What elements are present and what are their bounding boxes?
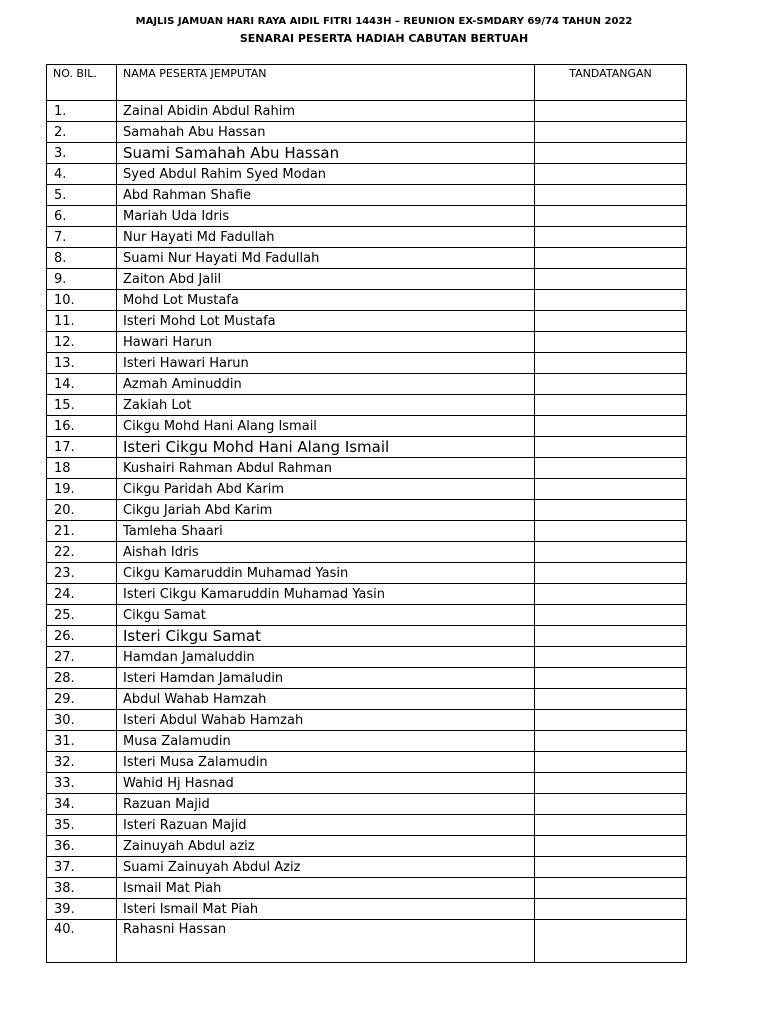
signature-cell [535, 437, 687, 458]
row-number: 35. [47, 815, 117, 836]
table-row [47, 731, 687, 752]
signature-cell [535, 689, 687, 710]
row-number: 1. [47, 101, 117, 122]
signature-cell [535, 353, 687, 374]
row-number: 25. [47, 605, 117, 626]
participant-name: Mohd Lot Mustafa [117, 290, 535, 311]
participant-rows [47, 101, 687, 963]
signature-cell [535, 374, 687, 395]
signature-cell [535, 479, 687, 500]
participant-name: Syed Abdul Rahim Syed Modan [117, 164, 535, 185]
document-title: MAJLIS JAMUAN HARI RAYA AIDIL FITRI 1443H – REUNION EX-SMDARY 69/74 TAHUN 2022 [135, 16, 633, 27]
table-row [47, 416, 687, 437]
table-row [47, 500, 687, 521]
signature-cell [535, 794, 687, 815]
row-number: 34. [47, 794, 117, 815]
participant-name: Rahasni Hassan [117, 920, 535, 963]
participant-name: Kushairi Rahman Abdul Rahman [117, 458, 535, 479]
participant-name: Ismail Mat Piah [117, 878, 535, 899]
participant-name: Isteri Hawari Harun [117, 353, 535, 374]
table-row [47, 437, 687, 458]
row-number: 40. [47, 920, 117, 963]
row-number: 26. [47, 626, 117, 647]
row-number: 20. [47, 500, 117, 521]
signature-cell [535, 815, 687, 836]
participant-name: Zainal Abidin Abdul Rahim [117, 101, 535, 122]
row-number: 28. [47, 668, 117, 689]
row-number: 5. [47, 185, 117, 206]
table-row [47, 311, 687, 332]
signature-cell [535, 647, 687, 668]
row-number: 15. [47, 395, 117, 416]
signature-cell [535, 773, 687, 794]
participant-name: Isteri Mohd Lot Mustafa [117, 311, 535, 332]
row-number: 32. [47, 752, 117, 773]
table-row [47, 794, 687, 815]
signature-cell [535, 899, 687, 920]
participant-name: Isteri Cikgu Kamaruddin Muhamad Yasin [117, 584, 535, 605]
row-number: 11. [47, 311, 117, 332]
table-row [47, 836, 687, 857]
row-number: 38. [47, 878, 117, 899]
row-number: 4. [47, 164, 117, 185]
participant-name: Abdul Wahab Hamzah [117, 689, 535, 710]
signature-cell [535, 920, 687, 963]
signature-cell [535, 143, 687, 164]
participant-name: Wahid Hj Hasnad [117, 773, 535, 794]
table-row [47, 227, 687, 248]
table-row [47, 332, 687, 353]
table-row [47, 206, 687, 227]
row-number: 18 [47, 458, 117, 479]
participant-name: Hamdan Jamaluddin [117, 647, 535, 668]
header-no-bil: NO. BIL. [47, 65, 117, 101]
participant-table [46, 64, 687, 963]
row-number: 33. [47, 773, 117, 794]
row-number: 22. [47, 542, 117, 563]
row-number: 30. [47, 710, 117, 731]
row-number: 2. [47, 122, 117, 143]
table-row [47, 878, 687, 899]
row-number: 36. [47, 836, 117, 857]
table-row [47, 689, 687, 710]
table-row [47, 374, 687, 395]
signature-cell [535, 248, 687, 269]
table-row [47, 605, 687, 626]
row-number: 27. [47, 647, 117, 668]
signature-cell [535, 500, 687, 521]
signature-cell [535, 563, 687, 584]
row-number: 24. [47, 584, 117, 605]
participant-name: Nur Hayati Md Fadullah [117, 227, 535, 248]
participant-name: Isteri Cikgu Samat [117, 626, 535, 647]
signature-cell [535, 605, 687, 626]
participant-name: Tamleha Shaari [117, 521, 535, 542]
participant-name: Samahah Abu Hassan [117, 122, 535, 143]
table-row [47, 920, 687, 963]
participant-name: Cikgu Samat [117, 605, 535, 626]
row-number: 13. [47, 353, 117, 374]
participant-name: Suami Zainuyah Abdul Aziz [117, 857, 535, 878]
signature-cell [535, 668, 687, 689]
row-number: 23. [47, 563, 117, 584]
participant-name: Mariah Uda Idris [117, 206, 535, 227]
signature-cell [535, 227, 687, 248]
signature-cell [535, 101, 687, 122]
table-row [47, 185, 687, 206]
row-number: 16. [47, 416, 117, 437]
participant-name: Isteri Ismail Mat Piah [117, 899, 535, 920]
header-tandatangan: TANDATANGAN [535, 65, 687, 101]
participant-name: Abd Rahman Shafie [117, 185, 535, 206]
row-number: 37. [47, 857, 117, 878]
signature-cell [535, 395, 687, 416]
row-number: 19. [47, 479, 117, 500]
signature-cell [535, 878, 687, 899]
participant-name: Cikgu Paridah Abd Karim [117, 479, 535, 500]
row-number: 21. [47, 521, 117, 542]
signature-cell [535, 290, 687, 311]
participant-name: Zainuyah Abdul aziz [117, 836, 535, 857]
table-row [47, 521, 687, 542]
participant-name: Razuan Majid [117, 794, 535, 815]
table-row [47, 815, 687, 836]
table-row [47, 248, 687, 269]
signature-cell [535, 836, 687, 857]
table-row [47, 458, 687, 479]
row-number: 17. [47, 437, 117, 458]
participant-name: Isteri Cikgu Mohd Hani Alang Ismail [117, 437, 535, 458]
row-number: 8. [47, 248, 117, 269]
table-row [47, 122, 687, 143]
participant-name: Aishah Idris [117, 542, 535, 563]
row-number: 9. [47, 269, 117, 290]
participant-name: Suami Nur Hayati Md Fadullah [117, 248, 535, 269]
signature-cell [535, 122, 687, 143]
table-row [47, 542, 687, 563]
table-row [47, 773, 687, 794]
signature-cell [535, 164, 687, 185]
table-row [47, 479, 687, 500]
table-row [47, 395, 687, 416]
row-number: 29. [47, 689, 117, 710]
row-number: 12. [47, 332, 117, 353]
table-row [47, 269, 687, 290]
participant-name: Zaiton Abd Jalil [117, 269, 535, 290]
participant-name: Hawari Harun [117, 332, 535, 353]
signature-cell [535, 521, 687, 542]
row-number: 14. [47, 374, 117, 395]
table-row [47, 164, 687, 185]
participant-name: Musa Zalamudin [117, 731, 535, 752]
table-row [47, 290, 687, 311]
table-row [47, 101, 687, 122]
participant-name: Cikgu Kamaruddin Muhamad Yasin [117, 563, 535, 584]
table-row [47, 899, 687, 920]
signature-cell [535, 458, 687, 479]
table-row [47, 668, 687, 689]
signature-cell [535, 206, 687, 227]
signature-cell [535, 311, 687, 332]
signature-cell [535, 752, 687, 773]
participant-name: Isteri Musa Zalamudin [117, 752, 535, 773]
row-number: 3. [47, 143, 117, 164]
participant-name: Suami Samahah Abu Hassan [117, 143, 535, 164]
participant-name: Isteri Hamdan Jamaludin [117, 668, 535, 689]
table-row [47, 647, 687, 668]
signature-cell [535, 731, 687, 752]
signature-cell [535, 710, 687, 731]
table-row [47, 857, 687, 878]
table-row [47, 353, 687, 374]
participant-name: Isteri Abdul Wahab Hamzah [117, 710, 535, 731]
table-row [47, 563, 687, 584]
row-number: 10. [47, 290, 117, 311]
participant-name: Zakiah Lot [117, 395, 535, 416]
participant-name: Cikgu Mohd Hani Alang Ismail [117, 416, 535, 437]
signature-cell [535, 416, 687, 437]
signature-cell [535, 185, 687, 206]
participant-name: Isteri Razuan Majid [117, 815, 535, 836]
signature-cell [535, 857, 687, 878]
row-number: 7. [47, 227, 117, 248]
signature-cell [535, 626, 687, 647]
row-number: 31. [47, 731, 117, 752]
document-subtitle: SENARAI PESERTA HADIAH CABUTAN BERTUAH [239, 32, 529, 45]
row-number: 39. [47, 899, 117, 920]
participant-name: Cikgu Jariah Abd Karim [117, 500, 535, 521]
signature-cell [535, 269, 687, 290]
table-row [47, 710, 687, 731]
table-row [47, 584, 687, 605]
table-row [47, 752, 687, 773]
signature-cell [535, 584, 687, 605]
table-row [47, 143, 687, 164]
signature-cell [535, 542, 687, 563]
table-header-row [47, 65, 687, 101]
participant-name: Azmah Aminuddin [117, 374, 535, 395]
table-row [47, 626, 687, 647]
row-number: 6. [47, 206, 117, 227]
header-nama-peserta: NAMA PESERTA JEMPUTAN [117, 65, 535, 101]
signature-cell [535, 332, 687, 353]
